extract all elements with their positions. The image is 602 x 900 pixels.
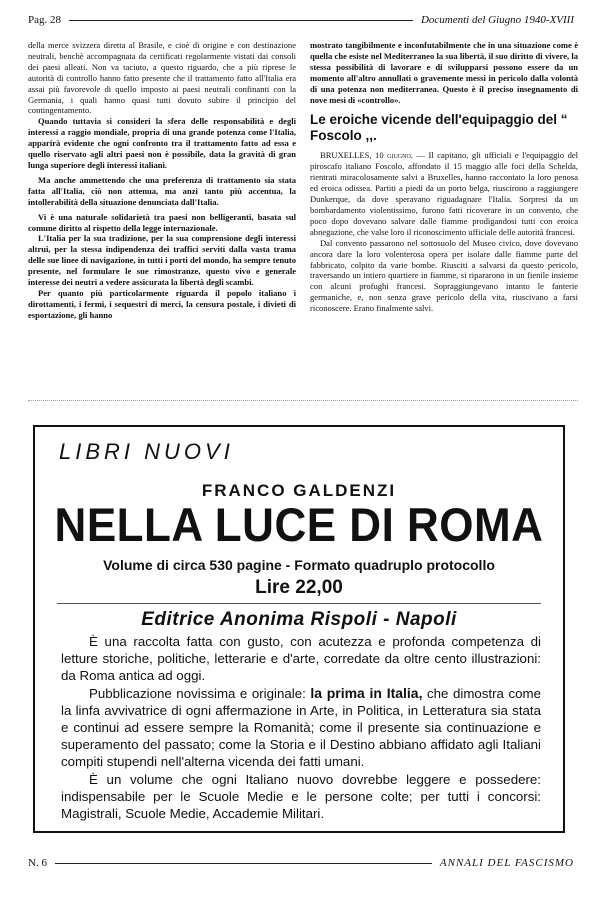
right-column xyxy=(310,40,578,370)
footer-rule xyxy=(55,863,432,864)
ad-price: Lire 22,00 xyxy=(255,577,343,598)
article-heading: Le eroiche vicende dell'equipaggio del “ Foscolo ,,. xyxy=(310,112,568,144)
ad-body-paragraph-3: È un volume che ogni Italiano nuovo dovrebbe leggere e possedere: indispensabile per le Scuole Medie e le persone colte; per tutti i concorsi: Magistrali, Scuole Medie, Accademie Militari. xyxy=(61,771,541,822)
right-paragraph-2: Dal convento passarono nel sottosuolo del Museo civico, dove dovevano ancora dare la loro volenterosa opera per isolare dalle fiamme parte del fabbricato, colpito da varie bombe. Riusciti a salvarsi da questo pericolo, traversando un intiero quartiere in fiamme, si ripararono in un fienile insieme con alcuni profughi francesi. Sopraggiungevano intanto le fanterie germaniche, e, non senza grave pericolo della vita, riuscivano a farsi riconoscere. Erano finalmente salvi. xyxy=(310,237,578,314)
ad-body-p2-a: Pubblicazione novissima e originale: xyxy=(89,685,306,701)
right-paragraph-continued: mostrato tangibilmente e inconfutabilmente che in una situazione come è quella che esiste nel Mediterraneo la sua libertà, il suo diritto di vivere, la stessa possibilità di lavorare e di svilupparsi possono essere da un momento all'altro annullati o gravemente messi in pericolo dalla volontà di una potenza non mediterranea. Questo è il preciso insegnamento di nove mesi di «controllo». xyxy=(310,40,578,105)
section-divider xyxy=(28,400,578,401)
left-paragraph-6: Per quanto più particolarmente riguarda il popolo italiano i dirottamenti, i fermi, i sequestri di merci, la censura postale, i divieti di esportazione, gli hanno xyxy=(28,287,296,320)
ad-rule xyxy=(57,603,541,604)
article-columns xyxy=(28,40,578,370)
ad-author: FRANCO GALDENZI xyxy=(201,481,397,500)
right-paragraph-1-text: — Il capitano, gli ufficiali e l'equipaggio del piroscafo italiano Foscolo, affondato il 15 maggio alle foci della Schelda, rientrati miracolosamente salvi a Bruxelles, hanno raccontato la loro penosa ed eroica odissea. Partiti a piedi da un porto belga, riuscirono a raggiungere Dunkerque, da dove speravano riguadagnare l'Italia. Sorpresi da un bombardamento violentissimo, furono fatti ricoverare in un convento, che poco dopo dovevano salvare dalle fiamme prodigandosi tutti con eroica abnegazione, che valse loro il riconoscimento ufficiale delle autorità francesi. xyxy=(310,150,578,237)
ad-body-paragraph-1: È una raccolta fatta con gusto, con acutezza e profonda competenza di letture storiche, politiche, letterarie e d'arte, corredate da oltre cento illustrazioni: da Roma antica ad oggi. xyxy=(61,634,541,684)
ad-specs: Volume di circa 530 pagine - Formato quadruplo protocollo xyxy=(103,557,495,573)
header-rule xyxy=(69,20,413,21)
ad-body-p2-emphasis: la prima in Italia, xyxy=(310,684,423,701)
ad-kicker: LIBRI NUOVI xyxy=(59,439,234,464)
dateline: BRUXELLES, 10 giugno. xyxy=(320,150,413,161)
journal-name: ANNALI DEL FASCISMO xyxy=(439,857,574,869)
book-advertisement xyxy=(33,425,565,833)
running-title: Documenti del Giugno 1940-XVIII xyxy=(420,14,574,26)
left-paragraph-3: Ma anche ammettendo che una preferenza di trattamento sia stata fatta all'Italia, ciò non attenua, ma anzi tanto più accentua, la intollerabilità della situazione denunciata dall'Italia. xyxy=(28,174,296,207)
left-paragraph-4: Vi è una naturale solidarietà tra paesi non belligeranti, basata sul comune diritto al rispetto della legge internazionale. xyxy=(28,211,296,233)
ad-publisher: Editrice Anonima Rispoli - Napoli xyxy=(141,609,457,630)
left-paragraph-1: della merce svizzera diretta al Brasile, e cioè di origine e con destinazione neutrali, benchè accompagnata da certificati regolarmente vistati dai consoli dei paesi alleati. Non va taciuto, a questo riguardo, che a più riprese le autorità di controllo hanno fatto presente che il trattamento fatto all'Italia era assai più favorevole di quello imposto ai paesi neutrali confinanti con la Germania, i quali hanno quasi tutti dovuto subire il principio del contingentamento. xyxy=(28,40,296,116)
ad-title: NELLA LUCE DI ROMA xyxy=(54,499,544,552)
ad-body-paragraph-2 xyxy=(61,685,541,771)
left-column xyxy=(28,40,296,370)
ad-body-p2-b: che dimostra come la linfa avvivatrice di ogni affermazione in Arte, in Politica, in Letteratura sia stata e continui ad essere sempre la Romanità; come il presente sia continuazione e superamento del passato; come la Storia e il Destino abbiano affidato agli Italiani compiti stupendi nell'alterna vicenda dei fatti umani. xyxy=(61,685,541,770)
left-paragraph-2: Quando tuttavia si consideri la sfera delle responsabilità e degli interessi a raggio mondiale, propria di una grande potenza come l'Italia, apparirà evidente che ogni confronto tra il trattamento fatto ad essa e quello riservato agli altri paesi non è possibile, data la gravità di gran lunga superiore degli interessi italiani. xyxy=(28,116,296,170)
issue-number: N. 6 xyxy=(28,857,47,869)
page-header xyxy=(28,12,574,28)
page-footer xyxy=(28,856,574,870)
ad-body xyxy=(61,633,541,822)
page-number: Pag. 28 xyxy=(28,14,61,26)
right-paragraph-1 xyxy=(310,150,578,237)
left-paragraph-5: L'Italia per la sua tradizione, per la sua comprensione degli interessi altrui, per la stessa indipendenza dei traffici serviti dalla vasta trama delle sue linee di navigazione, in tutti i porti del mondo, ha sempre tenuto presente, nel formulare le sue rimostranze, questo vivo e generale interesse dei neutri a vedere assicurata la libertà degli scambi. xyxy=(28,233,296,288)
